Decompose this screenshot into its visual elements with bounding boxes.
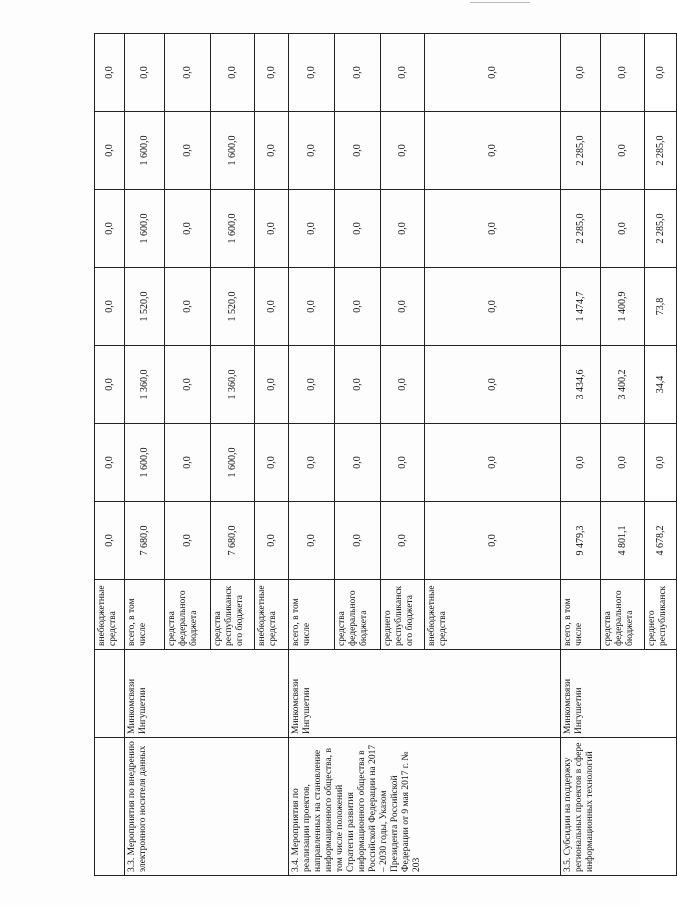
amount-cell: 0,0 [255, 502, 289, 580]
amount-cell: 0,0 [425, 190, 561, 268]
amount-cell: 0,0 [381, 424, 425, 502]
amount-cell: 0,0 [95, 190, 125, 268]
amount-cell: 0,0 [381, 346, 425, 424]
amount-cell: 0,0 [255, 424, 289, 502]
amount-cell: 0,0 [335, 346, 381, 424]
amount-cell: 0,0 [165, 190, 211, 268]
amount-cell: 1 600,0 [125, 424, 165, 502]
executor-cell [95, 650, 125, 738]
amount-cell: 0,0 [165, 34, 211, 112]
activity-cell [95, 738, 125, 876]
amount-cell: 0,0 [335, 268, 381, 346]
amount-cell: 0,0 [425, 34, 561, 112]
amount-cell: 0,0 [381, 34, 425, 112]
amount-cell: 0,0 [289, 346, 335, 424]
table-row [125, 34, 165, 876]
executor-cell: Минкомсвязи Ингушетии [289, 650, 561, 738]
amount-cell: 1 520,0 [125, 268, 165, 346]
amount-cell: 0,0 [561, 34, 601, 112]
funding-source-cell: внебюджетные средства [95, 580, 125, 650]
amount-cell: 1 360,0 [125, 346, 165, 424]
funding-source-cell: средства республиканск ого бюджета [211, 580, 255, 650]
amount-cell: 0,0 [95, 34, 125, 112]
funding-source-cell: средства федерального бюджета [165, 580, 211, 650]
funding-source-cell: всего, в том числе [125, 580, 165, 650]
amount-cell: 2 285,0 [645, 190, 677, 268]
funding-source-cell: всего, в том числе [289, 580, 335, 650]
amount-cell: 1 600,0 [125, 112, 165, 190]
amount-cell: 0,0 [125, 34, 165, 112]
amount-cell: 0,0 [255, 112, 289, 190]
amount-cell: 0,0 [561, 424, 601, 502]
amount-cell: 0,0 [165, 424, 211, 502]
activity-cell: 3.5. Субсидии на поддержку региональных проектов в сфере информационных технологий [561, 738, 677, 876]
rotated-table-container [94, 34, 668, 876]
amount-cell: 0,0 [95, 112, 125, 190]
amount-cell: 0,0 [425, 268, 561, 346]
amount-cell: 0,0 [95, 502, 125, 580]
amount-cell: 0,0 [95, 346, 125, 424]
funding-source-cell: внебюджетные средства [255, 580, 289, 650]
amount-cell: 0,0 [95, 424, 125, 502]
amount-cell: 3 400,2 [601, 346, 645, 424]
amount-cell: 0,0 [289, 268, 335, 346]
amount-cell: 0,0 [211, 34, 255, 112]
funding-source-cell: внебюджетные средства [425, 580, 561, 650]
amount-cell: 0,0 [425, 112, 561, 190]
amount-cell: 0,0 [601, 424, 645, 502]
amount-cell: 2 285,0 [645, 112, 677, 190]
table-row [95, 34, 125, 876]
amount-cell: 0,0 [425, 346, 561, 424]
amount-cell: 0,0 [601, 112, 645, 190]
funding-source-cell: средства федерального бюджета [335, 580, 381, 650]
amount-cell: 0,0 [165, 112, 211, 190]
amount-cell: 0,0 [165, 502, 211, 580]
amount-cell: 0,0 [255, 190, 289, 268]
amount-cell: 0,0 [425, 502, 561, 580]
amount-cell: 1 400,9 [601, 268, 645, 346]
amount-cell: 34,4 [645, 346, 677, 424]
amount-cell: 0,0 [289, 424, 335, 502]
funding-source-cell: средства федерального бюджета [601, 580, 645, 650]
amount-cell: 0,0 [335, 34, 381, 112]
amount-cell: 0,0 [381, 190, 425, 268]
executor-cell: Минкомсвязи Ингушетии [125, 650, 289, 738]
amount-cell: 0,0 [335, 502, 381, 580]
amount-cell: 0,0 [335, 424, 381, 502]
funding-source-cell: всего, в том числе [561, 580, 601, 650]
activity-cell: 3.3. Мероприятия по внедрению электронного носителя данных [125, 738, 289, 876]
amount-cell: 0,0 [165, 346, 211, 424]
amount-cell: 1 600,0 [211, 424, 255, 502]
activity-cell: 3.4. Мероприятия по реализации проектов, направленных на становление информационного общества, в том числе положений Стратегии развития информационного общества в Российской Федерации на 2017 – 2030 годы, Указом Президента Российской Федерации от 9 мая 2017 г. № 203 [289, 738, 561, 876]
amount-cell: 1 474,7 [561, 268, 601, 346]
amount-cell: 1 360,0 [211, 346, 255, 424]
amount-cell: 0,0 [335, 112, 381, 190]
budget-table [94, 33, 677, 876]
amount-cell: 0,0 [289, 112, 335, 190]
funding-source-cell: среднего республиканск ого бюджета [381, 580, 425, 650]
amount-cell: 0,0 [425, 424, 561, 502]
scan-artifact-line [470, 2, 530, 3]
funding-source-cell: среднего республиканск [645, 580, 677, 650]
amount-cell: 0,0 [165, 268, 211, 346]
amount-cell: 0,0 [601, 34, 645, 112]
amount-cell: 9 479,3 [561, 502, 601, 580]
amount-cell: 0,0 [289, 502, 335, 580]
amount-cell: 7 680,0 [125, 502, 165, 580]
table-row [561, 34, 601, 876]
amount-cell: 0,0 [645, 424, 677, 502]
amount-cell: 0,0 [335, 190, 381, 268]
amount-cell: 3 434,6 [561, 346, 601, 424]
amount-cell: 0,0 [289, 34, 335, 112]
amount-cell: 0,0 [289, 190, 335, 268]
amount-cell: 4 678,2 [645, 502, 677, 580]
amount-cell: 0,0 [645, 34, 677, 112]
table-body [95, 34, 677, 876]
amount-cell: 0,0 [381, 502, 425, 580]
amount-cell: 73,8 [645, 268, 677, 346]
amount-cell: 1 600,0 [211, 190, 255, 268]
amount-cell: 2 285,0 [561, 112, 601, 190]
amount-cell: 0,0 [601, 190, 645, 268]
amount-cell: 7 680,0 [211, 502, 255, 580]
amount-cell: 1 600,0 [211, 112, 255, 190]
amount-cell: 2 285,0 [561, 190, 601, 268]
amount-cell: 1 520,0 [211, 268, 255, 346]
amount-cell: 0,0 [255, 346, 289, 424]
amount-cell: 0,0 [95, 268, 125, 346]
amount-cell: 0,0 [381, 268, 425, 346]
amount-cell: 0,0 [255, 34, 289, 112]
executor-cell: Минкомсвязи Ингушетии [561, 650, 677, 738]
amount-cell: 1 600,0 [125, 190, 165, 268]
amount-cell: 0,0 [381, 112, 425, 190]
amount-cell: 4 801,1 [601, 502, 645, 580]
table-row [289, 34, 335, 876]
amount-cell: 0,0 [255, 268, 289, 346]
